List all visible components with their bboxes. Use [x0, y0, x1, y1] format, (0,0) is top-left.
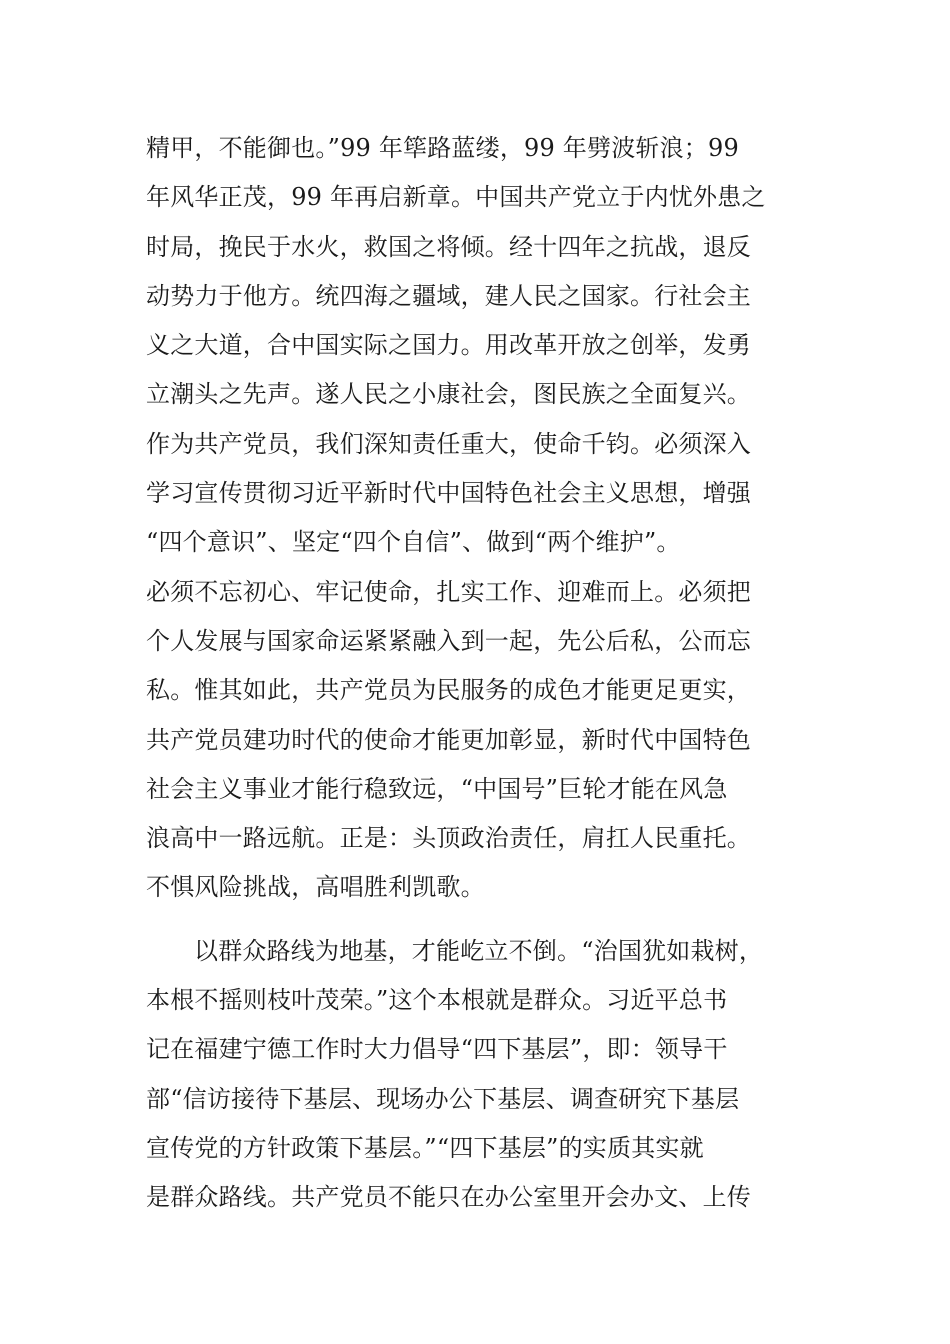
text-line-6: 立潮头之先声。遂人民之小康社会，图民族之全面复兴。 [146, 380, 751, 409]
text-line-14: 社会主义事业才能行稳致远，“中国号”巨轮才能在风急 [146, 774, 728, 803]
text-line-4: 动势力于他方。统四海之疆域，建人民之国家。行社会主 [146, 281, 751, 310]
text-line-2: 年风华正茂，99 年再启新章。中国共产党立于内忧外患之 [146, 183, 766, 212]
text-line-8: 学习宣传贯彻习近平新时代中国特色社会主义思想，增强 [146, 479, 751, 508]
text-line-22: 是群众路线。共产党员不能只在办公室里开会办文、上传 [146, 1183, 751, 1212]
text-line-9: “四个意识”、坚定“四个自信”、做到“两个维护”。 [146, 528, 681, 557]
text-line-15: 浪高中一路远航。正是：头顶政治责任，肩扛人民重托。 [146, 824, 751, 853]
paragraph-gap [146, 913, 816, 927]
body-text [146, 124, 816, 1223]
text-line-7: 作为共产党员，我们深知责任重大，使命千钧。必须深入 [146, 429, 751, 458]
text-line-10: 必须不忘初心、牢记使命，扎实工作、迎难而上。必须把 [146, 577, 751, 606]
text-line-11: 个人发展与国家命运紧紧融入到一起，先公后私，公而忘 [146, 626, 751, 655]
text-line-3: 时局，挽民于水火，救国之将倾。经十四年之抗战，退反 [146, 232, 751, 261]
text-line-1: 精甲，不能御也。”99 年筚路蓝缕，99 年劈波斩浪；99 [146, 134, 739, 162]
text-line-16: 不惧风险挑战，高唱胜利凯歌。 [146, 873, 485, 902]
text-line-18: 本根不摇则枝叶茂荣。”这个本根就是群众。习近平总书 [146, 986, 728, 1015]
text-line-5: 义之大道，合中国实际之国力。用改革开放之创举，发勇 [146, 331, 751, 360]
text-line-17: 以群众路线为地基，才能屹立不倒。“治国犹如栽树， [194, 936, 764, 965]
text-line-13: 共产党员建功时代的使命才能更加彰显，新时代中国特色 [146, 725, 751, 754]
text-line-19: 记在福建宁德工作时大力倡导“四下基层”，即：领导干 [146, 1035, 728, 1064]
text-line-21: 宣传党的方针政策下基层。”“四下基层”的实质其实就 [146, 1133, 704, 1162]
text-line-12: 私。惟其如此，共产党员为民服务的成色才能更足更实， [146, 676, 751, 705]
text-line-20: 部“信访接待下基层、现场办公下基层、调查研究下基层 [146, 1084, 740, 1113]
